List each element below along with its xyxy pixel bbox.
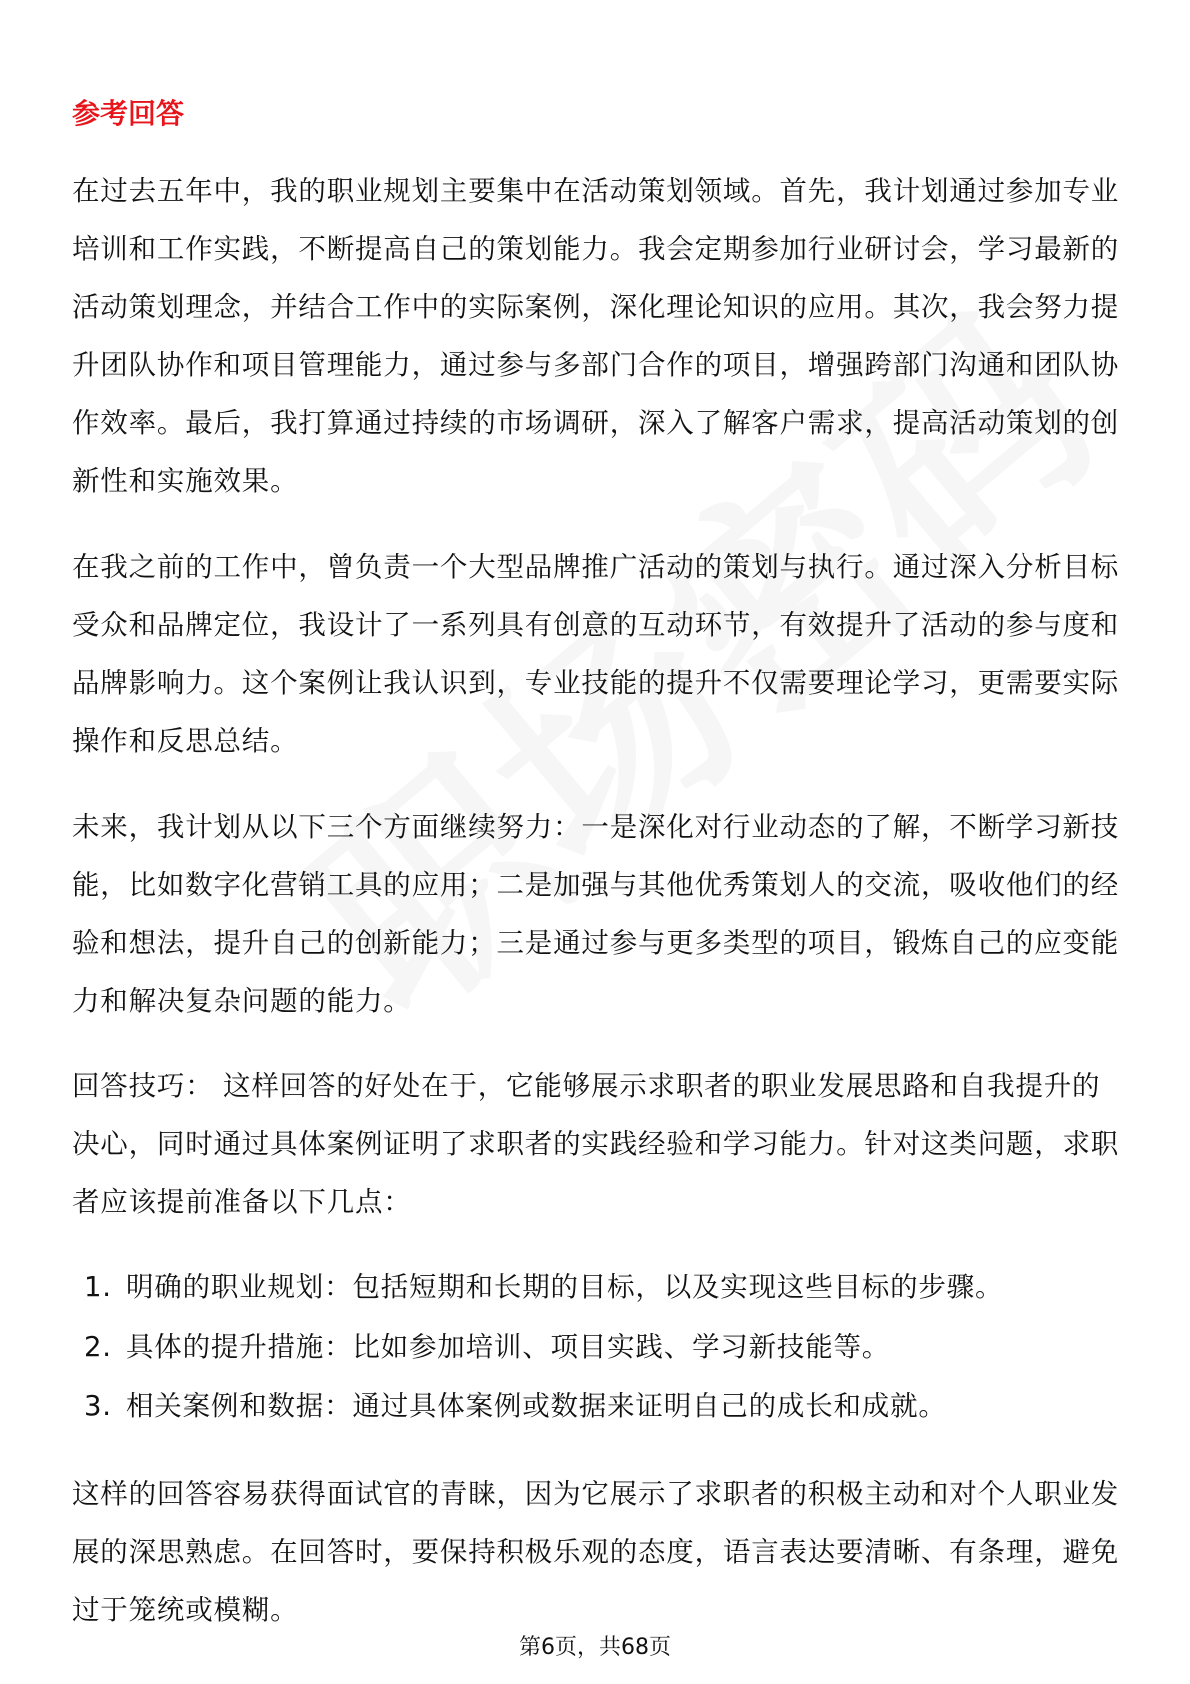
list-number: 2. xyxy=(84,1330,112,1363)
list-text: 明确的职业规划：包括短期和长期的目标，以及实现这些目标的步骤。 xyxy=(126,1271,1004,1303)
list-item xyxy=(84,1377,1003,1437)
paragraph-future: 未来，我计划从以下三个方面继续努力：一是深化对行业动态的了解，不断学习新技能，比如数字化营销工具的应用；二是加强与其他优秀策划人的交流，吸收他们的经验和想法，提升自己的创新能力；三是通过参与更多类型的项目，锻炼自己的应变能力和解决复杂问题的能力。 xyxy=(72,811,1120,1017)
paragraph-case: 在我之前的工作中，曾负责一个大型品牌推广活动的策划与执行。通过深入分析目标受众和品牌定位，我设计了一系列具有创意的互动环节，有效提升了活动的参与度和品牌影响力。这个案例让我认识到，专业技能的提升不仅需要理论学习，更需要实际操作和反思总结。 xyxy=(72,551,1120,757)
paragraph-closing: 这样的回答容易获得面试官的青睐，因为它展示了求职者的积极主动和对个人职业发展的深思熟虑。在回答时，要保持积极乐观的态度，语言表达要清晰、有条理，避免过于笼统或模糊。 xyxy=(72,1478,1120,1626)
paragraph-tips: 回答技巧： 这样回答的好处在于，它能够展示求职者的职业发展思路和自我提升的决心，同时通过具体案例证明了求职者的实践经验和学习能力。针对这类问题，求职者应该提前准备以下几点： xyxy=(72,1070,1120,1218)
page-number: 第6页，共68页 xyxy=(519,1635,671,1660)
list-number: 3. xyxy=(84,1390,112,1422)
list-text: 相关案例和数据：通过具体案例或数据来证明自己的成长和成就。 xyxy=(126,1390,947,1422)
list-text: 具体的提升措施：比如参加培训、项目实践、学习新技能等。 xyxy=(126,1330,891,1363)
list-item xyxy=(84,1258,1003,1318)
list-item xyxy=(84,1318,1003,1378)
list-number: 1. xyxy=(84,1271,112,1303)
tips-list xyxy=(84,1258,1003,1437)
section-title: 参考回答 xyxy=(72,97,185,130)
paragraph-career-plan: 在过去五年中，我的职业规划主要集中在活动策划领域。首先，我计划通过参加专业培训和工作实践，不断提高自己的策划能力。我会定期参加行业研讨会，学习最新的活动策划理念，并结合工作中的实际案例，深化理论知识的应用。其次，我会努力提升团队协作和项目管理能力，通过参与多部门合作的项目，增强跨部门沟通和团队协作效率。最后，我打算通过持续的市场调研，深入了解客户需求，提高活动策划的创新性和实施效果。 xyxy=(72,175,1120,497)
